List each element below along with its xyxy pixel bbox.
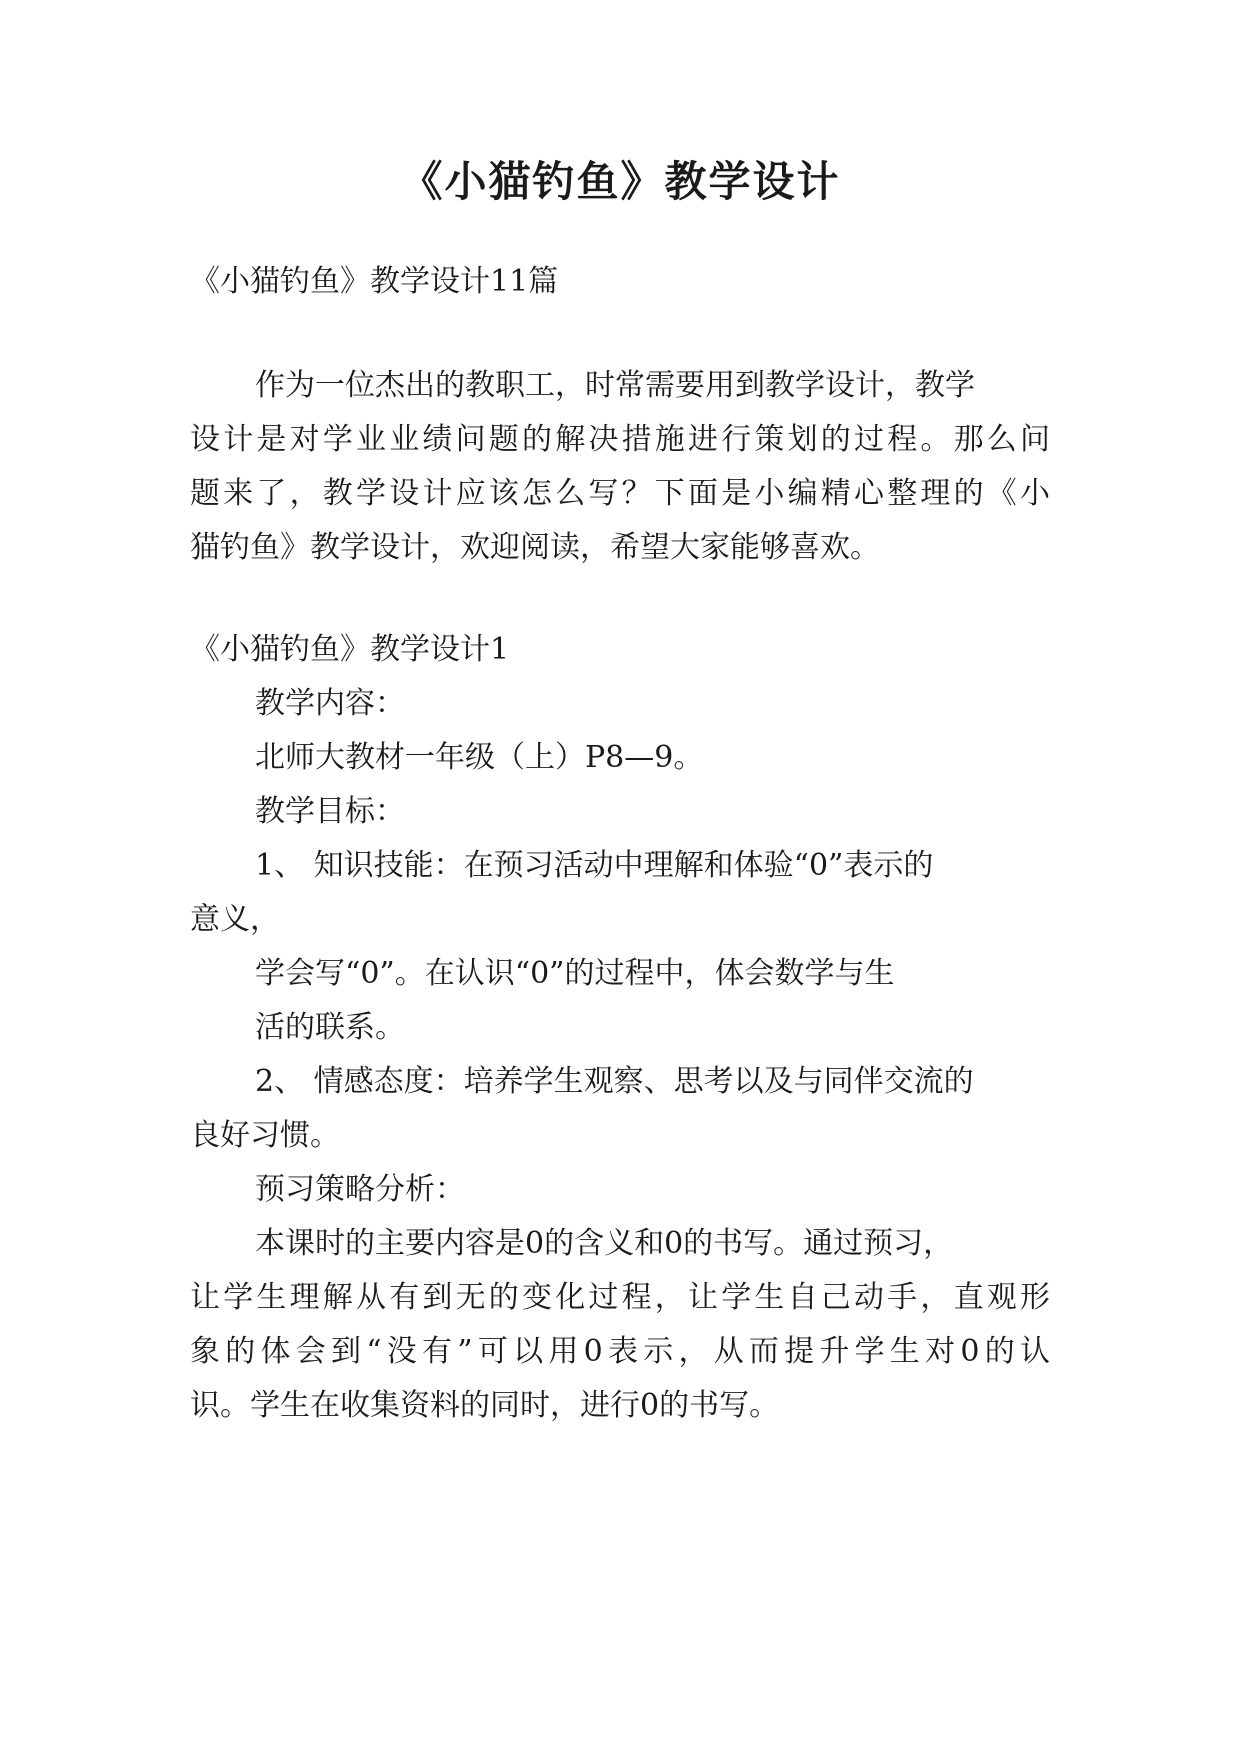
strategy-label: 预习策略分析： [255,1172,465,1207]
strategy-line-2: 让学生理解从有到无的变化过程，让学生自己动手，直观形 [190,1280,1050,1315]
goal-2-line-1: 2、 情感态度：培养学生观察、思考以及与同伴交流的 [255,1064,974,1099]
goal-1-line-1: 1、 知识技能：在预习活动中理解和体验“0”表示的 [255,848,934,883]
strategy-line-4: 识。学生在收集资料的同时，进行0的书写。 [190,1388,780,1423]
intro-line-4: 猫钓鱼》教学设计，欢迎阅读，希望大家能够喜欢。 [190,530,880,565]
intro-line-2: 设计是对学业业绩问题的解决措施进行策划的过程。那么问 [190,422,1050,457]
goal-1-line-3: 学会写“0”。在认识“0”的过程中，体会数学与生 [255,956,895,991]
goal-1-line-4: 活的联系。 [255,1010,405,1045]
intro-line-3: 题来了，教学设计应该怎么写？下面是小编精心整理的《小 [190,476,1050,511]
intro-line-1: 作为一位杰出的教职工，时常需要用到教学设计，教学 [255,368,975,403]
document-title: 《小猫钓鱼》教学设计 [400,157,841,206]
goal-1-line-2: 意义， [190,902,280,937]
content-text: 北师大教材一年级（上）P8—9。 [255,740,704,775]
goals-label: 教学目标： [255,794,405,829]
goal-2-line-2: 良好习惯。 [190,1118,340,1153]
section-heading: 《小猫钓鱼》教学设计1 [190,632,510,667]
strategy-line-3: 象的体会到“没有”可以用0表示，从而提升学生对0的认 [190,1334,1050,1369]
subtitle: 《小猫钓鱼》教学设计11篇 [190,264,559,299]
strategy-line-1: 本课时的主要内容是0的含义和0的书写。通过预习， [255,1226,954,1261]
content-label: 教学内容： [255,686,405,721]
